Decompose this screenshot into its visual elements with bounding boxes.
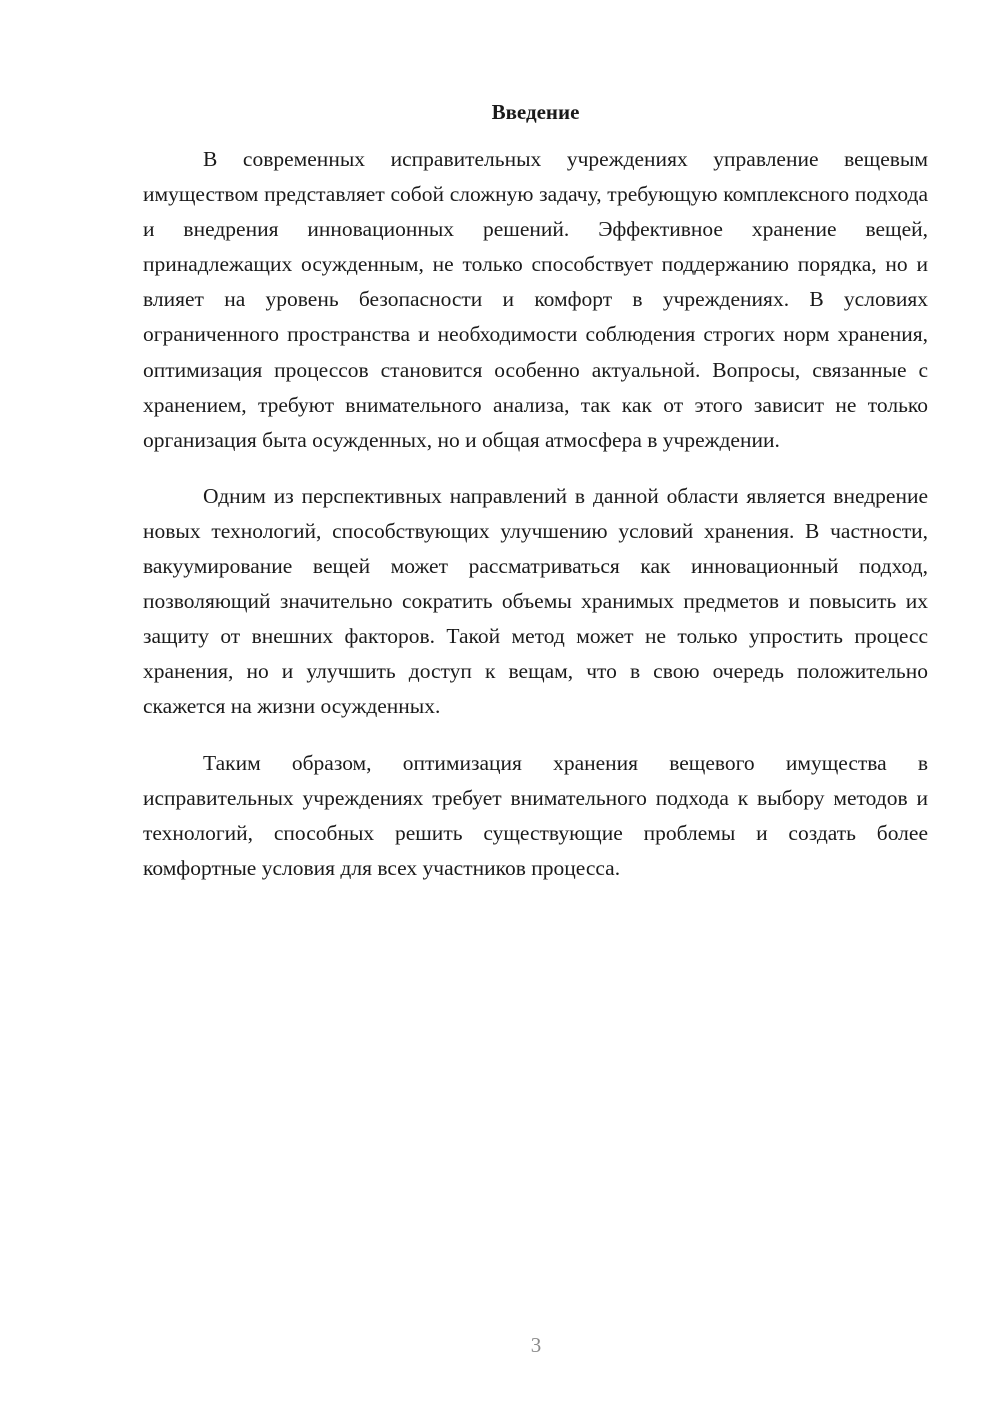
paragraph-1: В современных исправительных учреждениях управление вещевым имуществом представляет собой сложную задачу, требующую комплексного подхода и внедрения инновационных решений. Эффективное хранение вещей, принадлежащих осужденным, не только способствует поддержанию порядка, но и влияет на уровень безопасности и комфорт в учреждениях. В условиях ограниченного пространства и необходимости соблюдения строгих норм хранения, оптимизация процессов становится особенно актуальной. Вопросы, связанные с хранением, требуют внимательного анализа, так как от этого зависит не только организация быта осужденных, но и общая атмосфера в учреждении.	[143, 147, 928, 452]
page-number: 3	[530, 1333, 542, 1357]
page-title: Введение	[491, 100, 580, 124]
body-text	[143, 142, 928, 907]
paragraph-3: Таким образом, оптимизация хранения вещевого имущества в исправительных учреждениях требует внимательного подхода к выбору методов и технологий, способных решить существующие проблемы и создать более комфортные условия для всех участников процесса.	[143, 750, 928, 880]
paragraph-2: Одним из перспективных направлений в данной области является внедрение новых технологий, способствующих улучшению условий хранения. В частности, вакуумирование вещей может рассматриваться как инновационный подход, позволяющий значительно сократить объемы хранимых предметов и повысить их защиту от внешних факторов. Такой метод может не только упростить процесс хранения, но и улучшить доступ к вещам, что в свою очередь положительно скажется на жизни осужденных.	[143, 483, 928, 719]
